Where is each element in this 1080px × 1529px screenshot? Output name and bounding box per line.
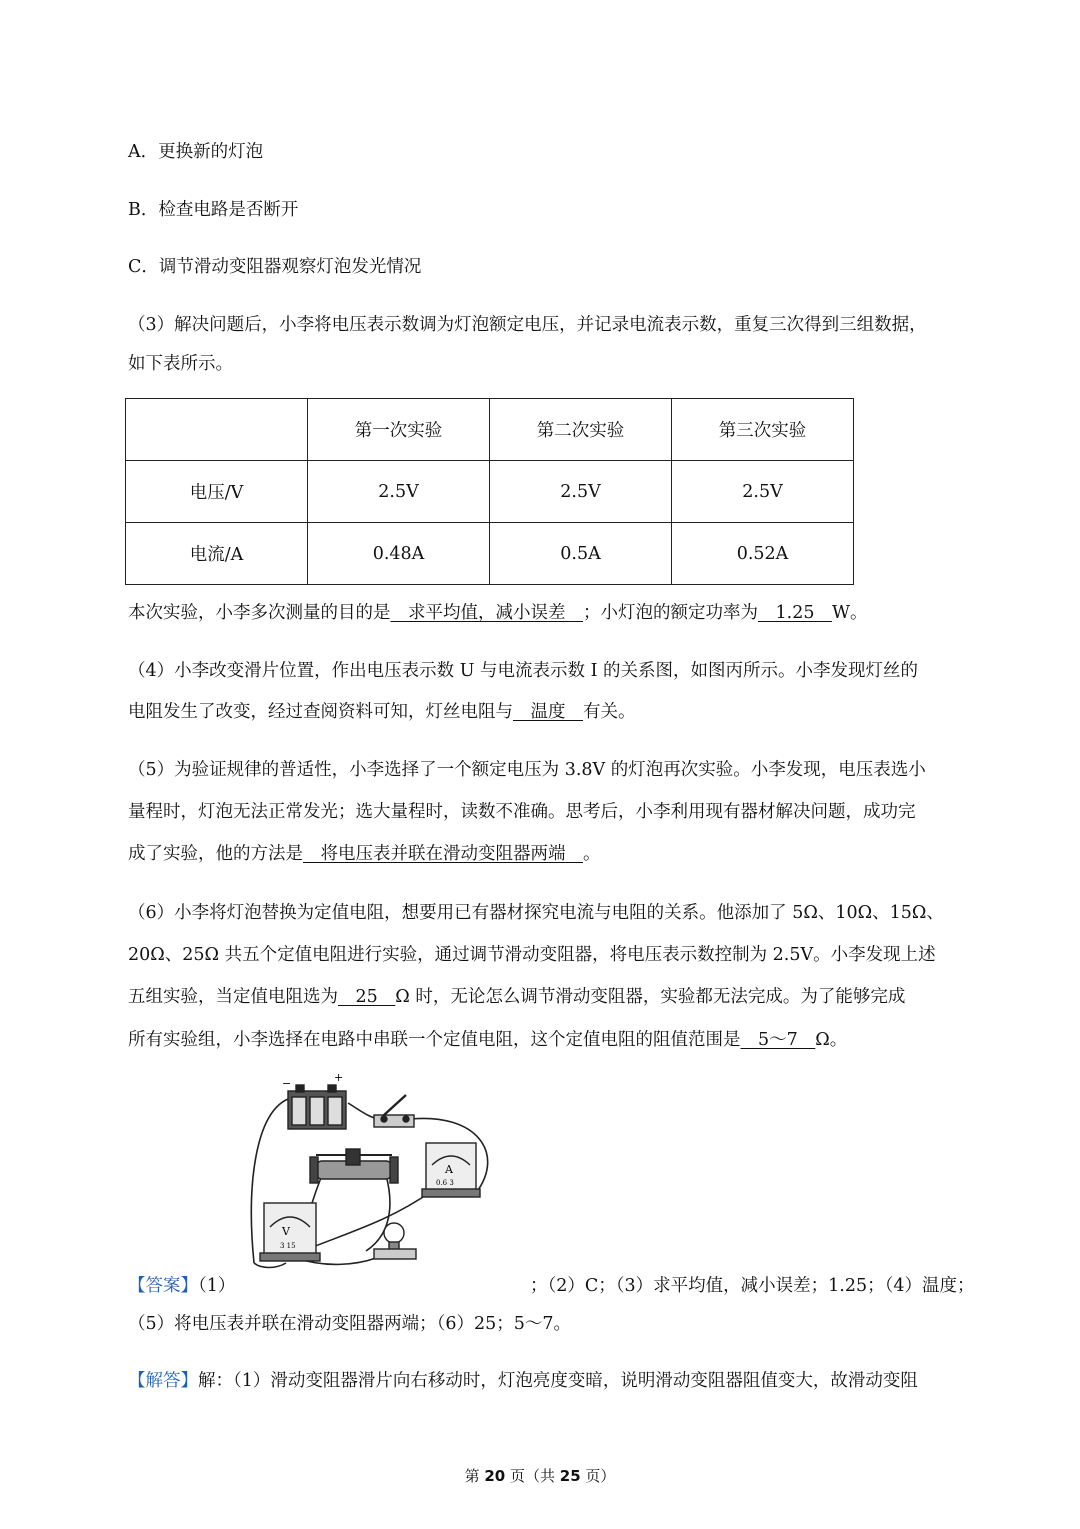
- q6-line1: （6）小李将灯泡替换为定值电阻，想要用已有器材探究电流与电阻的关系。他添加了 5Ω、10Ω、15Ω、: [128, 903, 944, 923]
- answer-line2: （5）将电压表并联在滑动变阻器两端；（6）25；5～7。: [128, 1314, 572, 1334]
- solution-tag: 【解答】: [128, 1371, 198, 1391]
- answer-blank: 25: [338, 987, 396, 1007]
- table-header-cell: 第二次实验: [490, 399, 672, 461]
- answer-text: （1）: [198, 1276, 236, 1296]
- option-c: C．调节滑动变阻器观察灯泡发光情况: [128, 257, 422, 277]
- circuit-diagram: [236, 1073, 516, 1273]
- table-cell: 0.48A: [308, 523, 490, 585]
- q4-line1: （4）小李改变滑片位置，作出电压表示数 U 与电流表示数 I 的关系图，如图丙所示。小李发现灯丝的: [128, 661, 919, 681]
- table-cell: 2.5V: [308, 461, 490, 523]
- answer-blank: 温度: [513, 702, 583, 722]
- q3-text: ；小灯泡的额定功率为: [583, 603, 758, 623]
- table-cell: 2.5V: [672, 461, 854, 523]
- table-header-cell: [126, 399, 308, 461]
- voltmeter-label: V: [282, 1225, 290, 1238]
- answer-blank: 求平均值，减小误差: [390, 603, 583, 623]
- q5-text: 。: [583, 844, 601, 864]
- ammeter-terminals-label: 0.6 3: [436, 1179, 454, 1187]
- table-cell: 电压/V: [126, 461, 308, 523]
- page-number: 20: [484, 1467, 506, 1485]
- footer-text: 第: [464, 1467, 485, 1485]
- voltmeter-icon: [260, 1203, 320, 1261]
- q4-line2: [128, 700, 636, 724]
- q4-text: 电阻发生了改变，经过查阅资料可知，灯丝电阻与: [128, 702, 513, 722]
- q6-text: Ω 时，无论怎么调节滑动变阻器，实验都无法完成。为了能够完成: [395, 987, 906, 1007]
- option-b: B．检查电路是否断开: [128, 200, 299, 220]
- rheostat-icon: [310, 1149, 398, 1183]
- table-header-cell: 第三次实验: [672, 399, 854, 461]
- table-header-row: [126, 399, 854, 461]
- q6-text: Ω。: [815, 1030, 848, 1050]
- table-cell: 2.5V: [490, 461, 672, 523]
- battery-icon: [288, 1085, 346, 1129]
- footer-text: 页）: [580, 1467, 616, 1485]
- q3-text: 本次实验，小李多次测量的目的是: [128, 603, 391, 623]
- table-cell: 电流/A: [126, 523, 308, 585]
- q3-line2: 如下表所示。: [128, 354, 233, 374]
- data-table: [125, 398, 854, 585]
- wire: [298, 1191, 432, 1253]
- ammeter-label: A: [445, 1163, 453, 1176]
- q3-text: W。: [831, 603, 868, 623]
- answer-blank: 1.25: [758, 603, 832, 623]
- q3-line1: （3）解决问题后，小李将电压表示数调为灯泡额定电压，并记录电流表示数，重复三次得到三组数据，: [128, 315, 927, 335]
- table-row: [126, 461, 854, 523]
- table-header-cell: 第一次实验: [308, 399, 490, 461]
- battery-plus-label: +: [334, 1073, 344, 1084]
- q5-line1: （5）为验证规律的普适性，小李选择了一个额定电压为 3.8V 的灯泡再次实验。小李发现，电压表选小: [128, 760, 926, 780]
- answer-line1-rest: ；（2）C；（3）求平均值，减小误差；1.25；（4）温度；: [530, 1276, 975, 1296]
- solution-text: 解：（1）滑动变阻器滑片向右移动时，灯泡亮度变暗，说明滑动变阻器阻值变大，故滑动变阻: [198, 1371, 918, 1391]
- footer-text: 页（共: [505, 1467, 560, 1485]
- option-a: A．更换新的灯泡: [128, 142, 264, 162]
- q4-text: 有关。: [583, 702, 636, 722]
- answer-blank: 将电压表并联在滑动变阻器两端: [303, 844, 583, 864]
- q6-line4: [128, 1028, 847, 1052]
- answer-blank: 5～7: [740, 1030, 816, 1050]
- q5-text: 成了实验，他的方法是: [128, 844, 303, 864]
- bulb-icon: [374, 1223, 416, 1259]
- answer-line1: [128, 1274, 235, 1298]
- answer-tag: 【答案】: [128, 1276, 198, 1296]
- solution-line1: [128, 1369, 918, 1393]
- table-cell: 0.52A: [672, 523, 854, 585]
- table-cell: 0.5A: [490, 523, 672, 585]
- q5-line2: 量程时，灯泡无法正常发光；选大量程时，读数不准确。思考后，小李利用现有器材解决问题，成功完: [128, 802, 916, 822]
- q5-line3: [128, 842, 601, 866]
- q6-line3: [128, 985, 905, 1009]
- q6-text: 五组实验，当定值电阻选为: [128, 987, 338, 1007]
- switch-icon: [374, 1095, 414, 1127]
- table-row: [126, 523, 854, 585]
- q6-line2: 20Ω、25Ω 共五个定值电阻进行实验，通过调节滑动变阻器，将电压表示数控制为 2.5V。小李发现上述: [128, 945, 936, 965]
- q6-text: 所有实验组，小李选择在电路中串联一个定值电阻，这个定值电阻的阻值范围是: [128, 1030, 741, 1050]
- page-footer: [0, 1465, 1080, 1487]
- wire: [254, 1263, 286, 1268]
- page-total: 25: [559, 1467, 581, 1485]
- voltmeter-terminals-label: 3 15: [280, 1242, 296, 1250]
- q3-conclusion: [128, 601, 867, 625]
- battery-minus-label: −: [282, 1077, 292, 1090]
